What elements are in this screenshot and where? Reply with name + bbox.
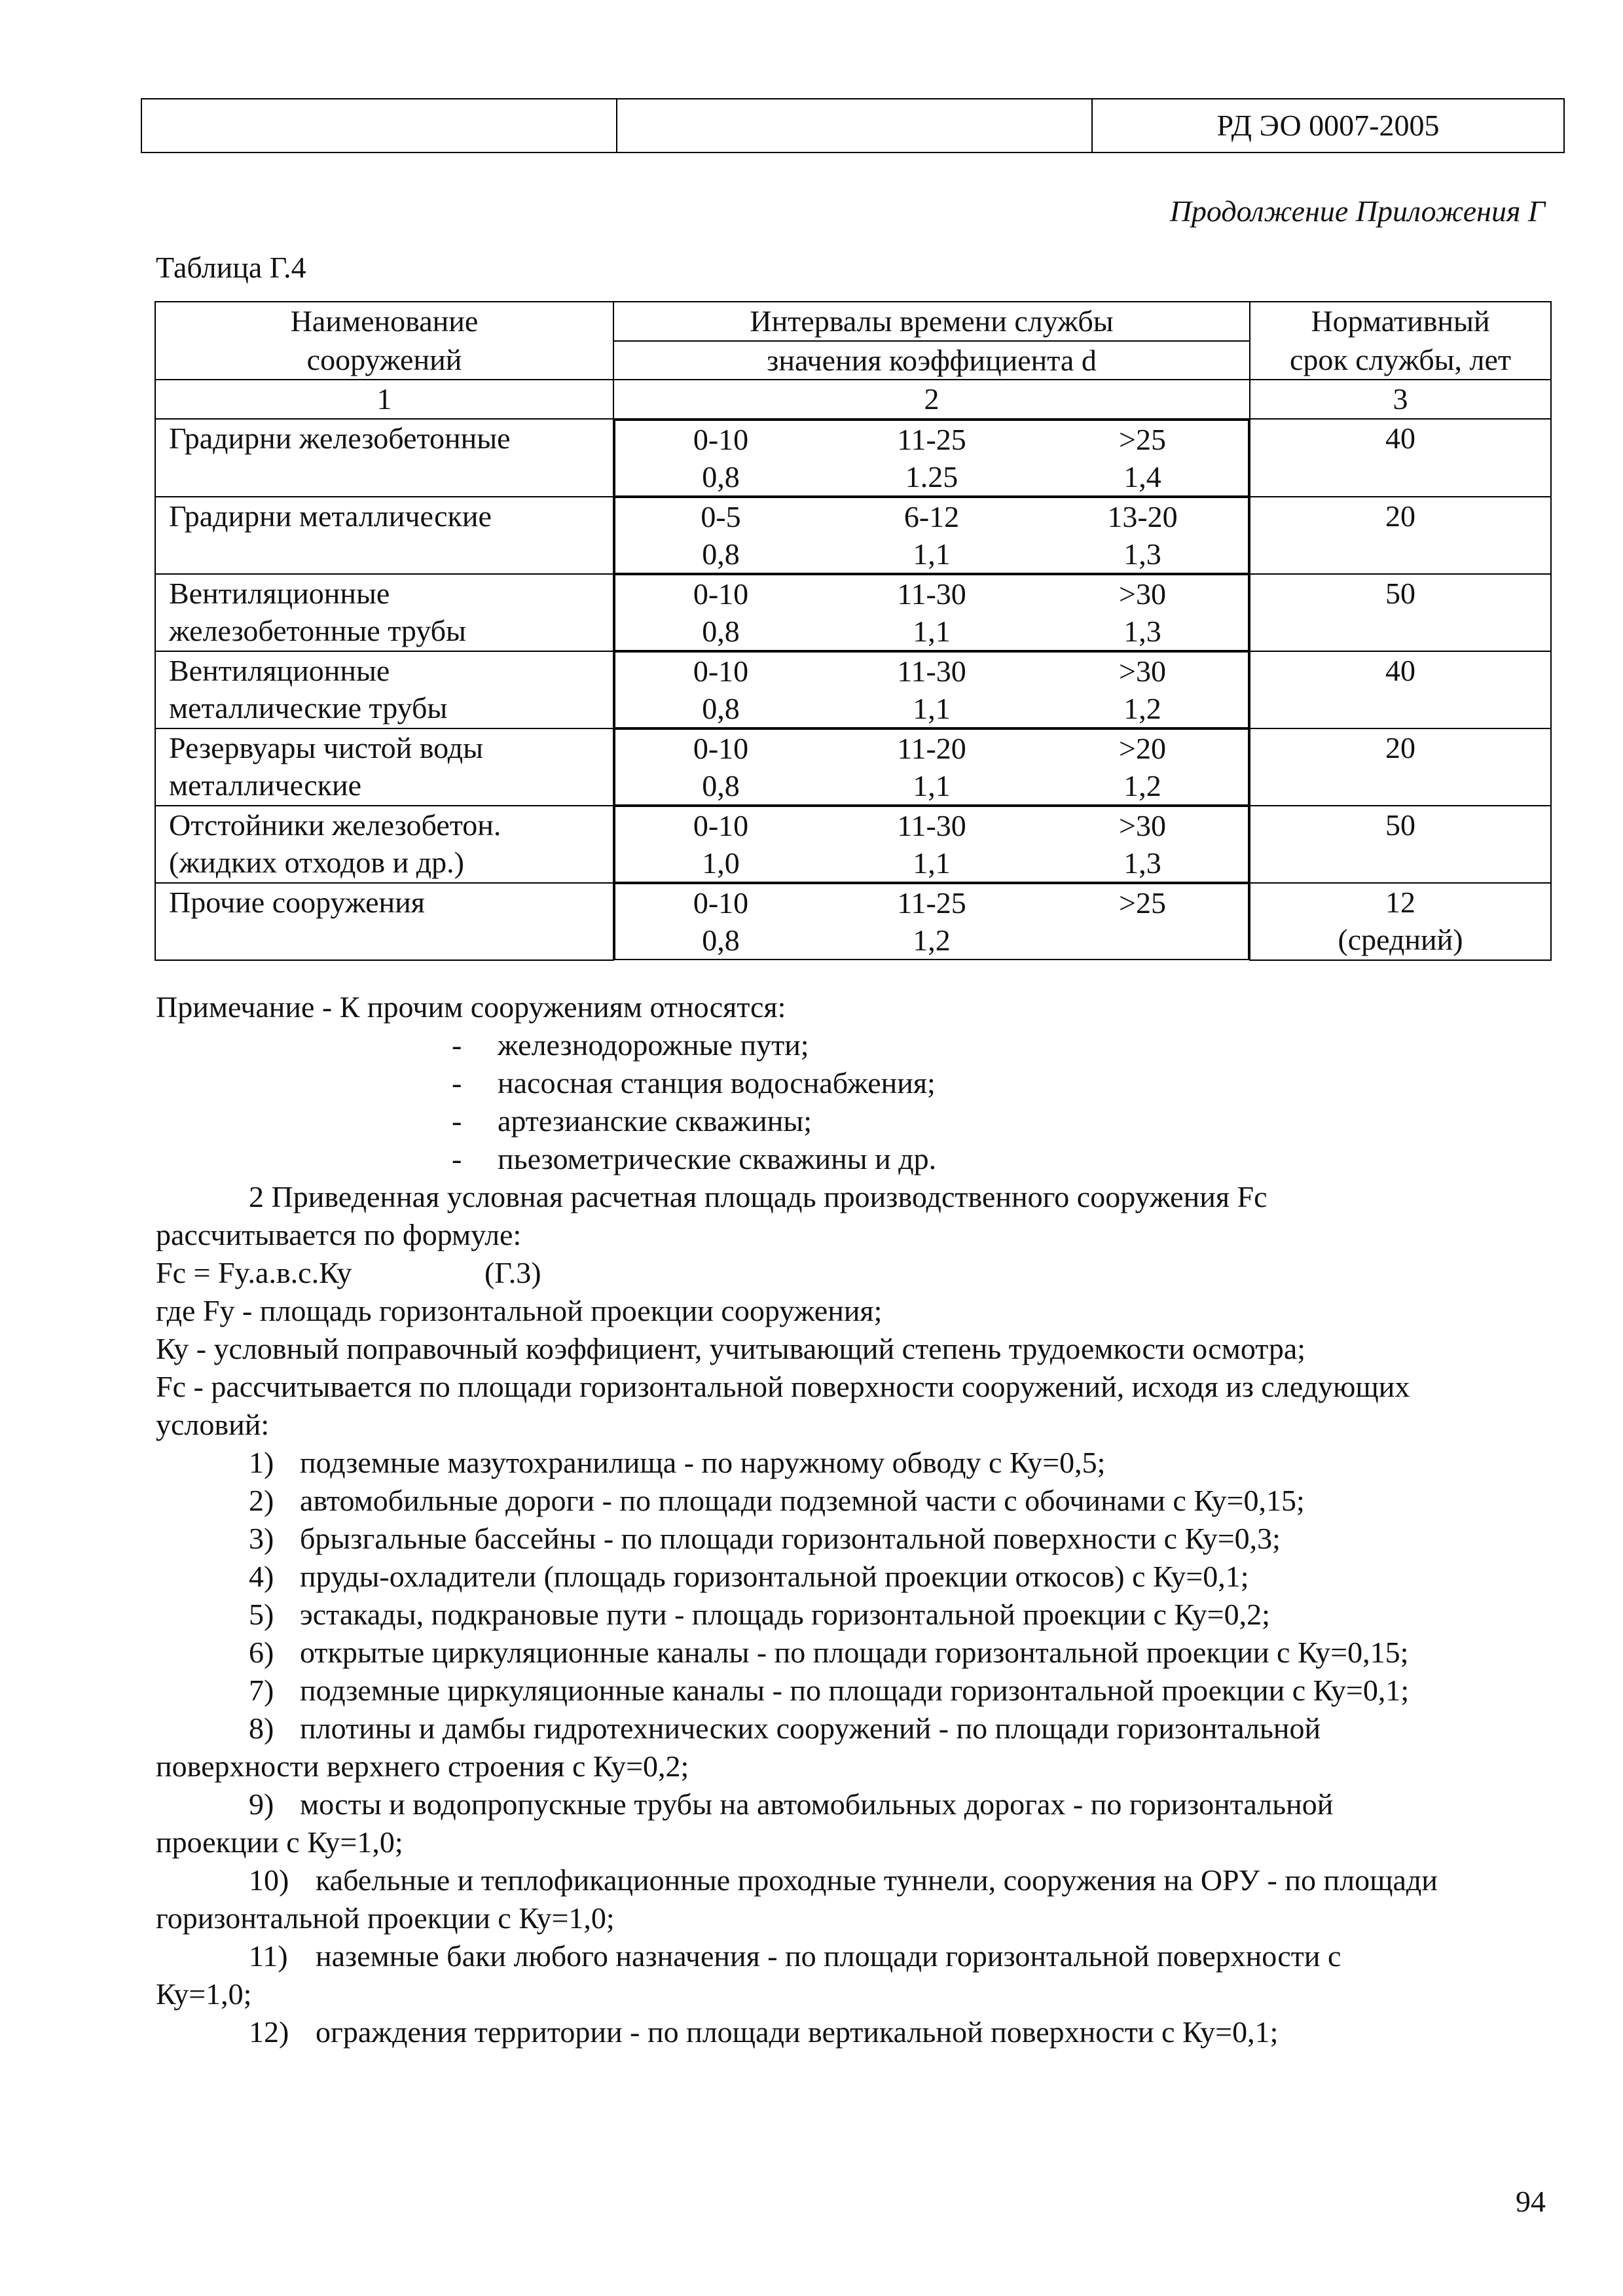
where-line-2: Ку - условный поправочный коэффициент, учитывающий степень трудоемкости осмотра; [156,1332,1306,1365]
interval-2: 11-30 [897,654,966,688]
dash-mark: - [452,1028,462,1062]
interval-cell [614,806,1249,883]
condition-text: подземные циркуляционные каналы - по площади горизонтальной проекции с Ку=0,1; [300,1674,1410,1707]
structure-name-line1: Отстойники железобетон. [169,808,501,842]
where-line-4: условий: [156,1408,270,1441]
coef-3: 1,2 [1123,769,1161,802]
condition-text-continued: проекции с Ку=1,0; [156,1825,403,1859]
header-cell-empty-1 [142,99,617,152]
table-row [155,651,1551,728]
dash-mark: - [452,1104,462,1138]
norm-life-value: 12 [1385,885,1415,919]
norm-life-value: 20 [1385,730,1415,764]
condition-text-continued: поверхности верхнего строения с Ку=0,2; [156,1749,689,1783]
interval-1: 0-10 [693,654,749,688]
paragraph-2-line-1: 2 Приведенная условная расчетная площадь производственного сооружения Fc [249,1180,1267,1213]
condition-number: 11) [249,1939,288,1973]
coef-2: 1,1 [913,615,951,648]
norm-life-cell [1250,883,1551,960]
interval-2: 6-12 [903,499,960,533]
condition-number: 8) [249,1712,274,1745]
interval-3: >25 [1119,422,1166,456]
condition-number: 10) [249,1863,289,1897]
condition-text-continued: Ку=1,0; [156,1977,252,2011]
table-header-row [155,302,1551,341]
note-item-text: артезианские скважины; [498,1104,812,1138]
structure-name-cell [155,651,613,728]
structure-name-cell [155,728,613,806]
interval-3: >20 [1119,731,1166,765]
interval-1: 0-10 [693,422,749,456]
page-number: 94 [1516,2185,1546,2218]
condition-text: эстакады, подкрановые пути - площадь горизонтальной проекции с Ку=0,2; [300,1598,1270,1631]
norm-life-note: (средний) [1338,923,1463,956]
structure-name-line2: металлические трубы [169,691,448,725]
table-row [155,419,1551,497]
interval-1: 0-5 [701,499,741,533]
header-norm-line2: срок службы, лет [1290,342,1511,376]
note-item [452,1026,809,1064]
norm-life-value: 40 [1385,653,1415,687]
structure-name-line2: металлические [169,768,362,802]
interval-2: 11-20 [897,731,966,765]
interval-3: >30 [1119,577,1166,611]
coef-3: 1,3 [1123,537,1161,571]
index-cell: 2 [613,380,1250,419]
condition-number: 5) [249,1598,274,1631]
norm-life-value: 40 [1385,421,1415,455]
note-intro: Примечание - К прочим сооружениям относятся: [156,990,786,1024]
condition-text: открытые циркуляционные каналы - по площади горизонтальной проекции с Ку=0,15; [300,1636,1409,1669]
dash-mark: - [452,1066,462,1100]
condition-text: мосты и водопропускные трубы на автомобильных дорогах - по горизонтальной [300,1787,1334,1821]
coef-1: 0,8 [702,460,740,493]
service-life-table [155,301,1552,961]
interval-3: >30 [1119,808,1166,842]
header-interval-2 [613,341,1250,380]
condition-number: 6) [249,1636,274,1669]
table-row [155,806,1551,883]
coef-3: 1,4 [1123,460,1161,493]
structure-name-cell [155,574,613,651]
where-line-3: Fc - рассчитывается по площади горизонтальной поверхности сооружений, исходя из следующих [156,1370,1410,1403]
norm-life-cell [1250,651,1551,728]
condition-number: 3) [249,1522,274,1555]
norm-life-value: 50 [1385,576,1415,610]
condition-text: плотины и дамбы гидротехнических сооружений - по площади горизонтальной [300,1712,1321,1745]
condition-text: пруды-охладители (площадь горизонтальной проекции откосов) с Ку=0,1; [300,1560,1249,1593]
condition-number: 4) [249,1560,274,1593]
norm-life-cell [1250,806,1551,883]
formula: Fc = Fy.а.в.с.Ку [156,1256,352,1289]
coef-1: 0,8 [702,615,740,648]
header-name-2 [155,341,613,380]
continuation-label: Продолжение Приложения Г [1169,194,1545,228]
interval-3: >30 [1119,654,1166,688]
header-interval-line2: значения коэффициента d [767,343,1097,377]
header-interval [613,302,1250,341]
coef-3 [1037,922,1248,960]
interval-3: 13-20 [1107,499,1178,533]
interval-cell [614,420,1249,497]
header-interval-line1: Интервалы времени службы [750,304,1114,338]
condition-number: 1) [249,1446,274,1479]
structure-name-cell [155,419,613,497]
structure-name-line1: Градирни железобетонные [169,421,511,455]
coef-1: 0,8 [702,537,740,571]
condition-number: 12) [249,2015,289,2049]
document-header-box [141,98,1565,153]
table-header-row-2 [155,341,1551,380]
coef-3: 1,2 [1123,692,1161,725]
coef-2: 1,1 [913,769,951,802]
header-name-line1: Наименование [290,304,479,338]
condition-text: ограждения территории - по площади вертикальной поверхности с Ку=0,1; [316,2015,1279,2049]
table-row [155,497,1551,574]
structure-name-line2: (жидких отходов и др.) [169,846,464,879]
structure-name-cell [155,806,613,883]
header-name [155,302,613,341]
index-cell: 1 [155,380,613,419]
interval-1: 0-10 [693,731,749,765]
interval-cell [614,728,1249,806]
condition-text: автомобильные дороги - по площади подземной части с обочинами с Ку=0,15; [300,1484,1305,1517]
norm-life-cell [1250,574,1551,651]
interval-2: 11-30 [897,808,966,842]
note-item [452,1140,936,1178]
norm-life-cell [1250,419,1551,497]
coef-2: 1.25 [905,460,958,493]
coef-2: 1,1 [913,537,951,571]
structure-name-line1: Градирни металлические [169,499,492,533]
norm-life-cell [1250,728,1551,806]
header-norm [1250,302,1551,341]
interval-1: 0-10 [693,577,749,611]
condition-number: 2) [249,1484,274,1517]
note-item [452,1102,812,1140]
where-line-1: где Fy - площадь горизонтальной проекции сооружения; [156,1294,883,1327]
norm-life-value: 50 [1385,808,1415,842]
structure-name-line1: Резервуары чистой воды [169,730,484,764]
note-item-text: железнодорожные пути; [498,1028,809,1062]
coef-1: 0,8 [702,924,740,957]
table-index-row [155,380,1551,419]
table-row [155,728,1551,806]
structure-name-cell [155,497,613,574]
coef-1: 0,8 [702,692,740,725]
interval-cell [614,497,1249,574]
index-cell: 3 [1250,380,1551,419]
condition-text: наземные баки любого назначения - по площади горизонтальной поверхности с [316,1939,1341,1973]
structure-name-line1: Вентиляционные [169,576,390,610]
header-name-line2: сооружений [306,342,462,376]
interval-2: 11-30 [897,577,966,611]
note-item-text: пьезометрические скважины и др. [498,1142,937,1175]
interval-2: 11-25 [897,422,966,456]
condition-text: брызгальные бассейны - по площади горизонтальной поверхности с Ку=0,3; [300,1522,1281,1555]
coef-3: 1,3 [1123,846,1161,880]
dash-mark: - [452,1142,462,1175]
note-item-text: насосная станция водоснабжения; [498,1066,936,1100]
structure-name-line2: железобетонные трубы [169,614,466,647]
structure-name-cell [155,883,613,960]
coef-2: 1,2 [913,924,951,957]
structure-name-line1: Прочие сооружения [169,885,425,919]
interval-cell [614,883,1249,960]
coef-1: 1,0 [702,846,740,880]
interval-cell [614,651,1249,728]
coef-1: 0,8 [702,769,740,802]
structure-name-line1: Вентиляционные [169,653,390,687]
table-row [155,574,1551,651]
interval-3: >25 [1119,886,1166,920]
coef-2: 1,1 [913,692,951,725]
coef-2: 1,1 [913,846,951,880]
formula-ref: (Г.3) [484,1256,541,1289]
note-item [452,1064,936,1102]
condition-text: подземные мазутохранилища - по наружному обводу с Ку=0,5; [300,1446,1106,1479]
interval-1: 0-10 [693,808,749,842]
interval-2: 11-25 [897,886,966,920]
header-norm-line1: Нормативный [1311,304,1490,338]
coef-3: 1,3 [1123,615,1161,648]
condition-text: кабельные и теплофикационные проходные туннели, сооружения на ОРУ - по площади [316,1863,1438,1897]
header-doc-code: РД ЭО 0007-2005 [1216,109,1440,143]
condition-text-continued: горизонтальной проекции с Ку=1,0; [156,1901,615,1935]
interval-1: 0-10 [693,886,749,920]
table-row [155,883,1551,960]
paragraph-2-line-2: рассчитывается по формуле: [156,1218,522,1251]
norm-life-value: 20 [1385,499,1415,533]
header-cell-empty-2 [617,99,1093,152]
table-title: Таблица Г.4 [156,251,306,284]
norm-life-cell [1250,497,1551,574]
condition-number: 7) [249,1674,274,1707]
interval-cell [614,574,1249,651]
condition-number: 9) [249,1787,274,1821]
header-norm-2 [1250,341,1551,380]
